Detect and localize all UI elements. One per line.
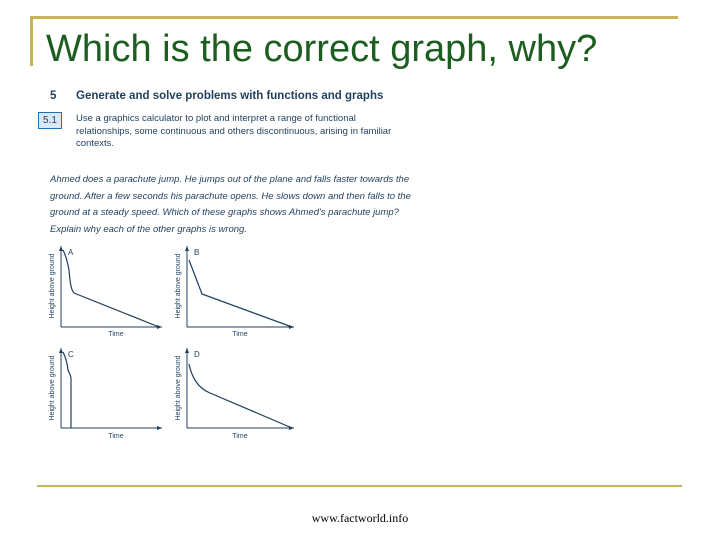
task-line: ground at a steady speed. Which of these graphs shows Ahmed's parachute jump? <box>50 207 399 218</box>
graph-d-ylabel: Height above ground <box>175 355 182 421</box>
graph-c <box>44 346 174 442</box>
graph-c-ylabel: Height above ground <box>49 355 56 421</box>
graph-c-curve <box>63 352 71 428</box>
task-line: ground. After a few seconds his parachute opens. He slows down and then falls to the <box>50 190 411 202</box>
graph-c-x-arrow <box>157 426 162 430</box>
graph-a <box>44 244 174 340</box>
objective-line: contexts. <box>76 138 115 149</box>
graph-b-y-arrow <box>185 246 189 251</box>
footer-source: www.factworld.info <box>311 511 409 525</box>
graph-b-xlabel: Time <box>232 331 248 338</box>
graph-a-letter: A <box>68 248 74 257</box>
graph-c-y-arrow <box>59 348 63 353</box>
slide-title: Which is the correct graph, why? <box>46 28 598 70</box>
graph-b <box>170 244 300 340</box>
graph-d <box>170 346 300 442</box>
task-text <box>50 172 470 238</box>
graph-a-y-arrow <box>59 246 63 251</box>
section-number: 5 <box>50 90 57 102</box>
graph-a-curve <box>63 250 159 327</box>
frame-top-rule <box>30 16 678 19</box>
task-line: Ahmed does a parachute jump. He jumps out of the plane and falls faster towards the <box>50 174 410 185</box>
task-line: Explain why each of the other graphs is wrong. <box>50 223 247 235</box>
graph-b-letter: B <box>194 248 200 257</box>
graph-a-xlabel: Time <box>108 331 124 338</box>
graph-d-xlabel: Time <box>232 433 248 440</box>
graph-d-letter: D <box>194 350 200 359</box>
graph-c-xlabel: Time <box>108 433 124 440</box>
objective-code-badge: 5.1 <box>38 112 62 129</box>
frame-left-rule <box>30 16 33 66</box>
objective-line: relationships, some continuous and others discontinuous, arising in familiar <box>76 125 392 137</box>
graph-b-curve <box>189 260 292 327</box>
graph-a-ylabel: Height above ground <box>49 253 56 319</box>
graph-b-ylabel: Height above ground <box>175 253 182 319</box>
graph-d-y-arrow <box>185 348 189 353</box>
frame-bottom-rule <box>37 485 682 487</box>
graph-d-curve <box>189 364 292 428</box>
objective-line: Use a graphics calculator to plot and interpret a range of functional <box>76 113 356 124</box>
section-title: Generate and solve problems with functions and graphs <box>76 90 384 102</box>
objective-text <box>76 113 476 151</box>
graph-c-letter: C <box>68 350 74 359</box>
